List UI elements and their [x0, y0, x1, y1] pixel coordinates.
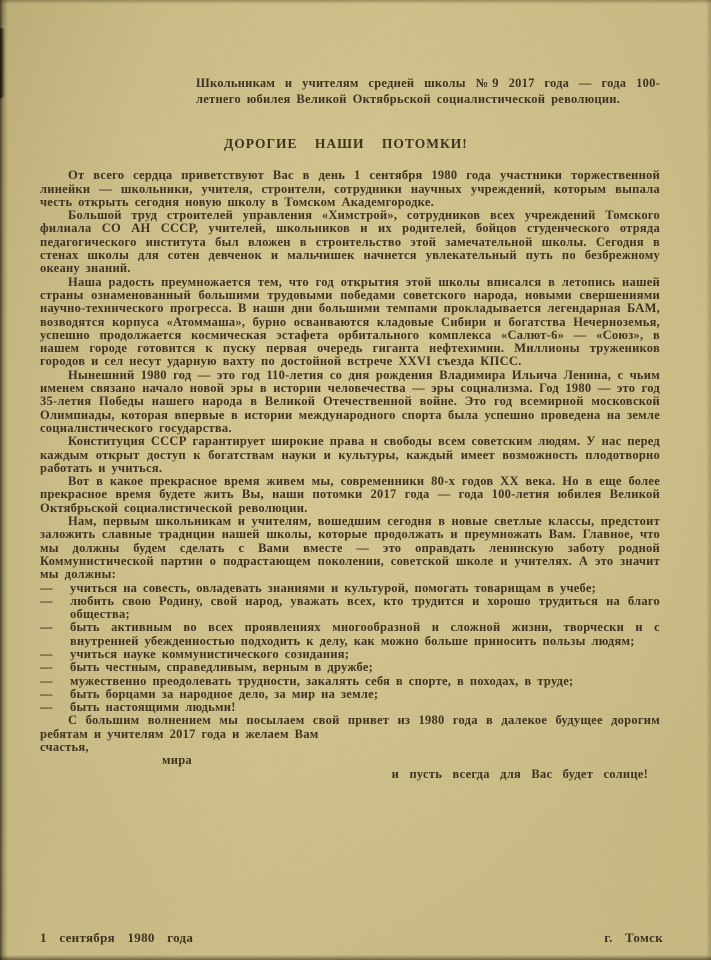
scan-edge-bottom: [0, 955, 711, 960]
list-item-text: быть активным во всех проявлениях многообразной и сложной жизни, творчески и с внутренней убежденностью подходить к делу, как можно больше приносить пользы людям;: [70, 620, 660, 648]
list-item-text: быть честным, справедливым, верным в дружбе;: [70, 660, 374, 675]
dash-bullet: —: [40, 660, 53, 675]
list-item: [40, 621, 660, 648]
paragraph: Нынешний 1980 год — это год 110-летия со дня рождения Владимира Ильича Ленина, с чьим именем связано начало новой эры в истории человечества — эры социализма. Год 1980 — это год 35-летия Победы нашего народа в Великой Отечественной войне. Это год всемирной московской Олимпиады, которая впервые в истории международного спорта была успешно проведена на земле социалистического государства.: [40, 367, 660, 435]
dash-bullet: —: [40, 593, 53, 608]
dash-bullet: —: [40, 700, 53, 715]
paragraph: Большой труд строителей управления «Химстрой», сотрудников всех учреждений Томского филиала СО АН СССР, учителей, школьников и их родителей, бойцов студенческого отряда педагогического института был вложен в строительство этой замечательной школы. Сегодня в стенах школы для сотен девченок и мальчишек начнется увлекательный путь по безбрежному океану знаний.: [40, 208, 660, 276]
scan-edge-left-dark-spot: [0, 28, 5, 98]
dash-bullet: —: [40, 646, 53, 661]
paragraph: Конституция СССР гарантирует широкие права и свободы всем советским людям. У нас перед каждым открыт доступ к богатствам науки и культуры, каждый имеет возможность плодотворно работать и учиться.: [40, 434, 660, 475]
list-item: [40, 648, 660, 661]
letter-heading: ДОРОГИЕ НАШИ ПОТОМКИ!: [224, 136, 468, 151]
wish-sun: и пусть всегда для Вас будет солнце!: [391, 766, 648, 781]
footer-city: г. Томск: [604, 930, 663, 945]
list-item-text: любить свою Родину, свой народ, уважать всех, кто трудится и хорошо трудиться на благо общества;: [70, 593, 660, 622]
dedication-text: Школьникам и учителям средней школы №9 2017 года — года 100-летнего юбилея Великой Октябрьской социалистической революции.: [196, 76, 660, 106]
paragraph: Вот в какое прекрасное время живем мы, современники 80-х годов XX века. Но в еще более прекрасное время будете жить Вы, наши потомки 2017 года — года 100-летия юбилея Великой Октябрьской социалистической революции.: [40, 474, 660, 515]
letter-body: [40, 169, 660, 581]
list-item-text: учиться науке коммунистического созидания;: [70, 646, 350, 661]
scan-edge-left: [0, 0, 8, 960]
dash-bullet: —: [40, 620, 53, 635]
list-item-text: быть настоящими людьми!: [70, 700, 236, 715]
dash-bullet: —: [40, 686, 53, 701]
footer-date: 1 сентября 1980 года: [40, 930, 194, 945]
letter-footer: [40, 930, 663, 946]
list-item: [40, 595, 660, 622]
paragraph: Нам, первым школьникам и учителям, вошедшим сегодня в новые светлые классы, предстоит заложить славные традиции нашей школы, которые продолжать и преумножать Вам. Главное, что мы должны будем сделать с Вами вместе — это оправдать ленинскую заботу родной Коммунистической партии о подрастающем поколении, советской школе и учителях. А это значит мы должны:: [40, 514, 660, 582]
closing-paragraph: С большим волнением мы посылаем свой привет из 1980 года в далекое будущее дорогим ребятам и учителям 2017 года и желаем Вам: [40, 713, 660, 741]
list-item-text: мужественно преодолевать трудности, закалять себя в спорте, в походах, в труде;: [70, 673, 574, 688]
wish-peace: мира: [162, 753, 192, 768]
scan-edge-right: [706, 0, 711, 960]
list-item: [40, 661, 660, 674]
list-item: [40, 675, 660, 688]
list-item-text: быть борцами за народное дело, за мир на земле;: [70, 686, 379, 701]
paragraph: Наша радость преумножается тем, что год открытия этой школы вписался в летопись нашей страны ознаменованный большими трудовыми победами советского народа, новыми свершениями научно-технического прогресса. В наши дни большими темпами прокладывается легендарная БАМ, возводятся корпуса «Атоммаша», бурно осваиваются кладовые Сибири и богатства Нечерноземья, успешно продолжается космическая эстафета орбитального комплекса «Салют-6» — «Союз», в нашем городе готовится к пуску первая очередь гиганта нефтехимии. Миллионы тружеников городов и сел несут ударную вахту по достойной встрече XXVI съезда КПСС.: [40, 274, 660, 369]
paragraph: От всего сердца приветствуют Вас в день 1 сентября 1980 года участники торжественной линейки — школьники, учителя, строители, сотрудники научных учреждений, которым выпала честь открыть сегодня новую школу в Томском Академгородке.: [40, 168, 660, 209]
list-item: [40, 582, 660, 595]
letter-content: [40, 0, 660, 781]
list-item-text: учиться на совесть, овладевать знаниями и культурой, помогать товарищам в учебе;: [70, 580, 597, 595]
list-item: [40, 701, 660, 714]
list-item: [40, 688, 660, 701]
dash-bullet: —: [40, 580, 53, 595]
duties-list: [40, 582, 660, 715]
dash-bullet: —: [40, 673, 53, 688]
wish-happiness: счастья,: [40, 740, 89, 755]
